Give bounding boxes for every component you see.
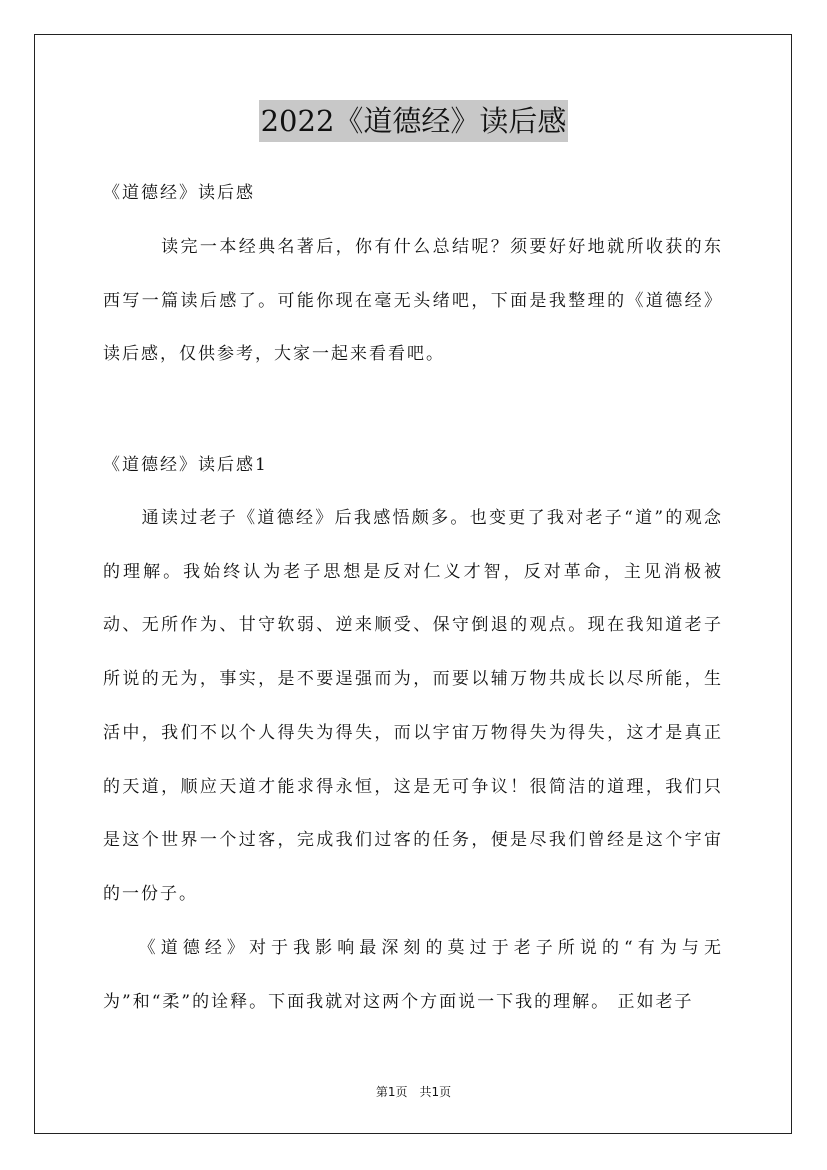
page-footer: 第1页 共1页 (375, 1085, 452, 1099)
document-title: 2022《道德经》读后感 (259, 100, 569, 142)
body-paragraph-2: 《道德经》对于我影响最深刻的莫过于老子所说的“有为与无为”和“柔”的诠释。下面我就对这两个方面说一下我的理解。 正如老子 (103, 938, 723, 1012)
section-heading: 《道德经》读后感1 (103, 455, 268, 475)
body-paragraph-1: 通读过老子《道德经》后我感悟颇多。也变更了我对老子“道”的观念的理解。我始终认为老子思想是反对仁义才智，反对革命，主见消极被动、无所作为、甘守软弱、逆来顺受、保守倒退的观点。现在我知道老子所说的无为，事实，是不要逞强而为，而要以辅万物共成长以尽所能，生活中，我们不以个人得失为得失，而以宇宙万物得失为得失，这才是真正的天道，顺应天道才能求得永恒，这是无可争议！很简洁的道理，我们只是这个世界一个过客，完成我们过客的任务，便是尽我们曾经是这个宇宙的一份子。 (103, 508, 723, 904)
intro-paragraph: 读完一本经典名著后，你有什么总结呢？须要好好地就所收获的东西写一篇读后感了。可能你现在毫无头绪吧，下面是我整理的《道德经》读后感，仅供参考，大家一起来看看吧。 (103, 237, 723, 365)
title-container (0, 100, 827, 142)
document-subtitle: 《道德经》读后感 (103, 183, 255, 203)
